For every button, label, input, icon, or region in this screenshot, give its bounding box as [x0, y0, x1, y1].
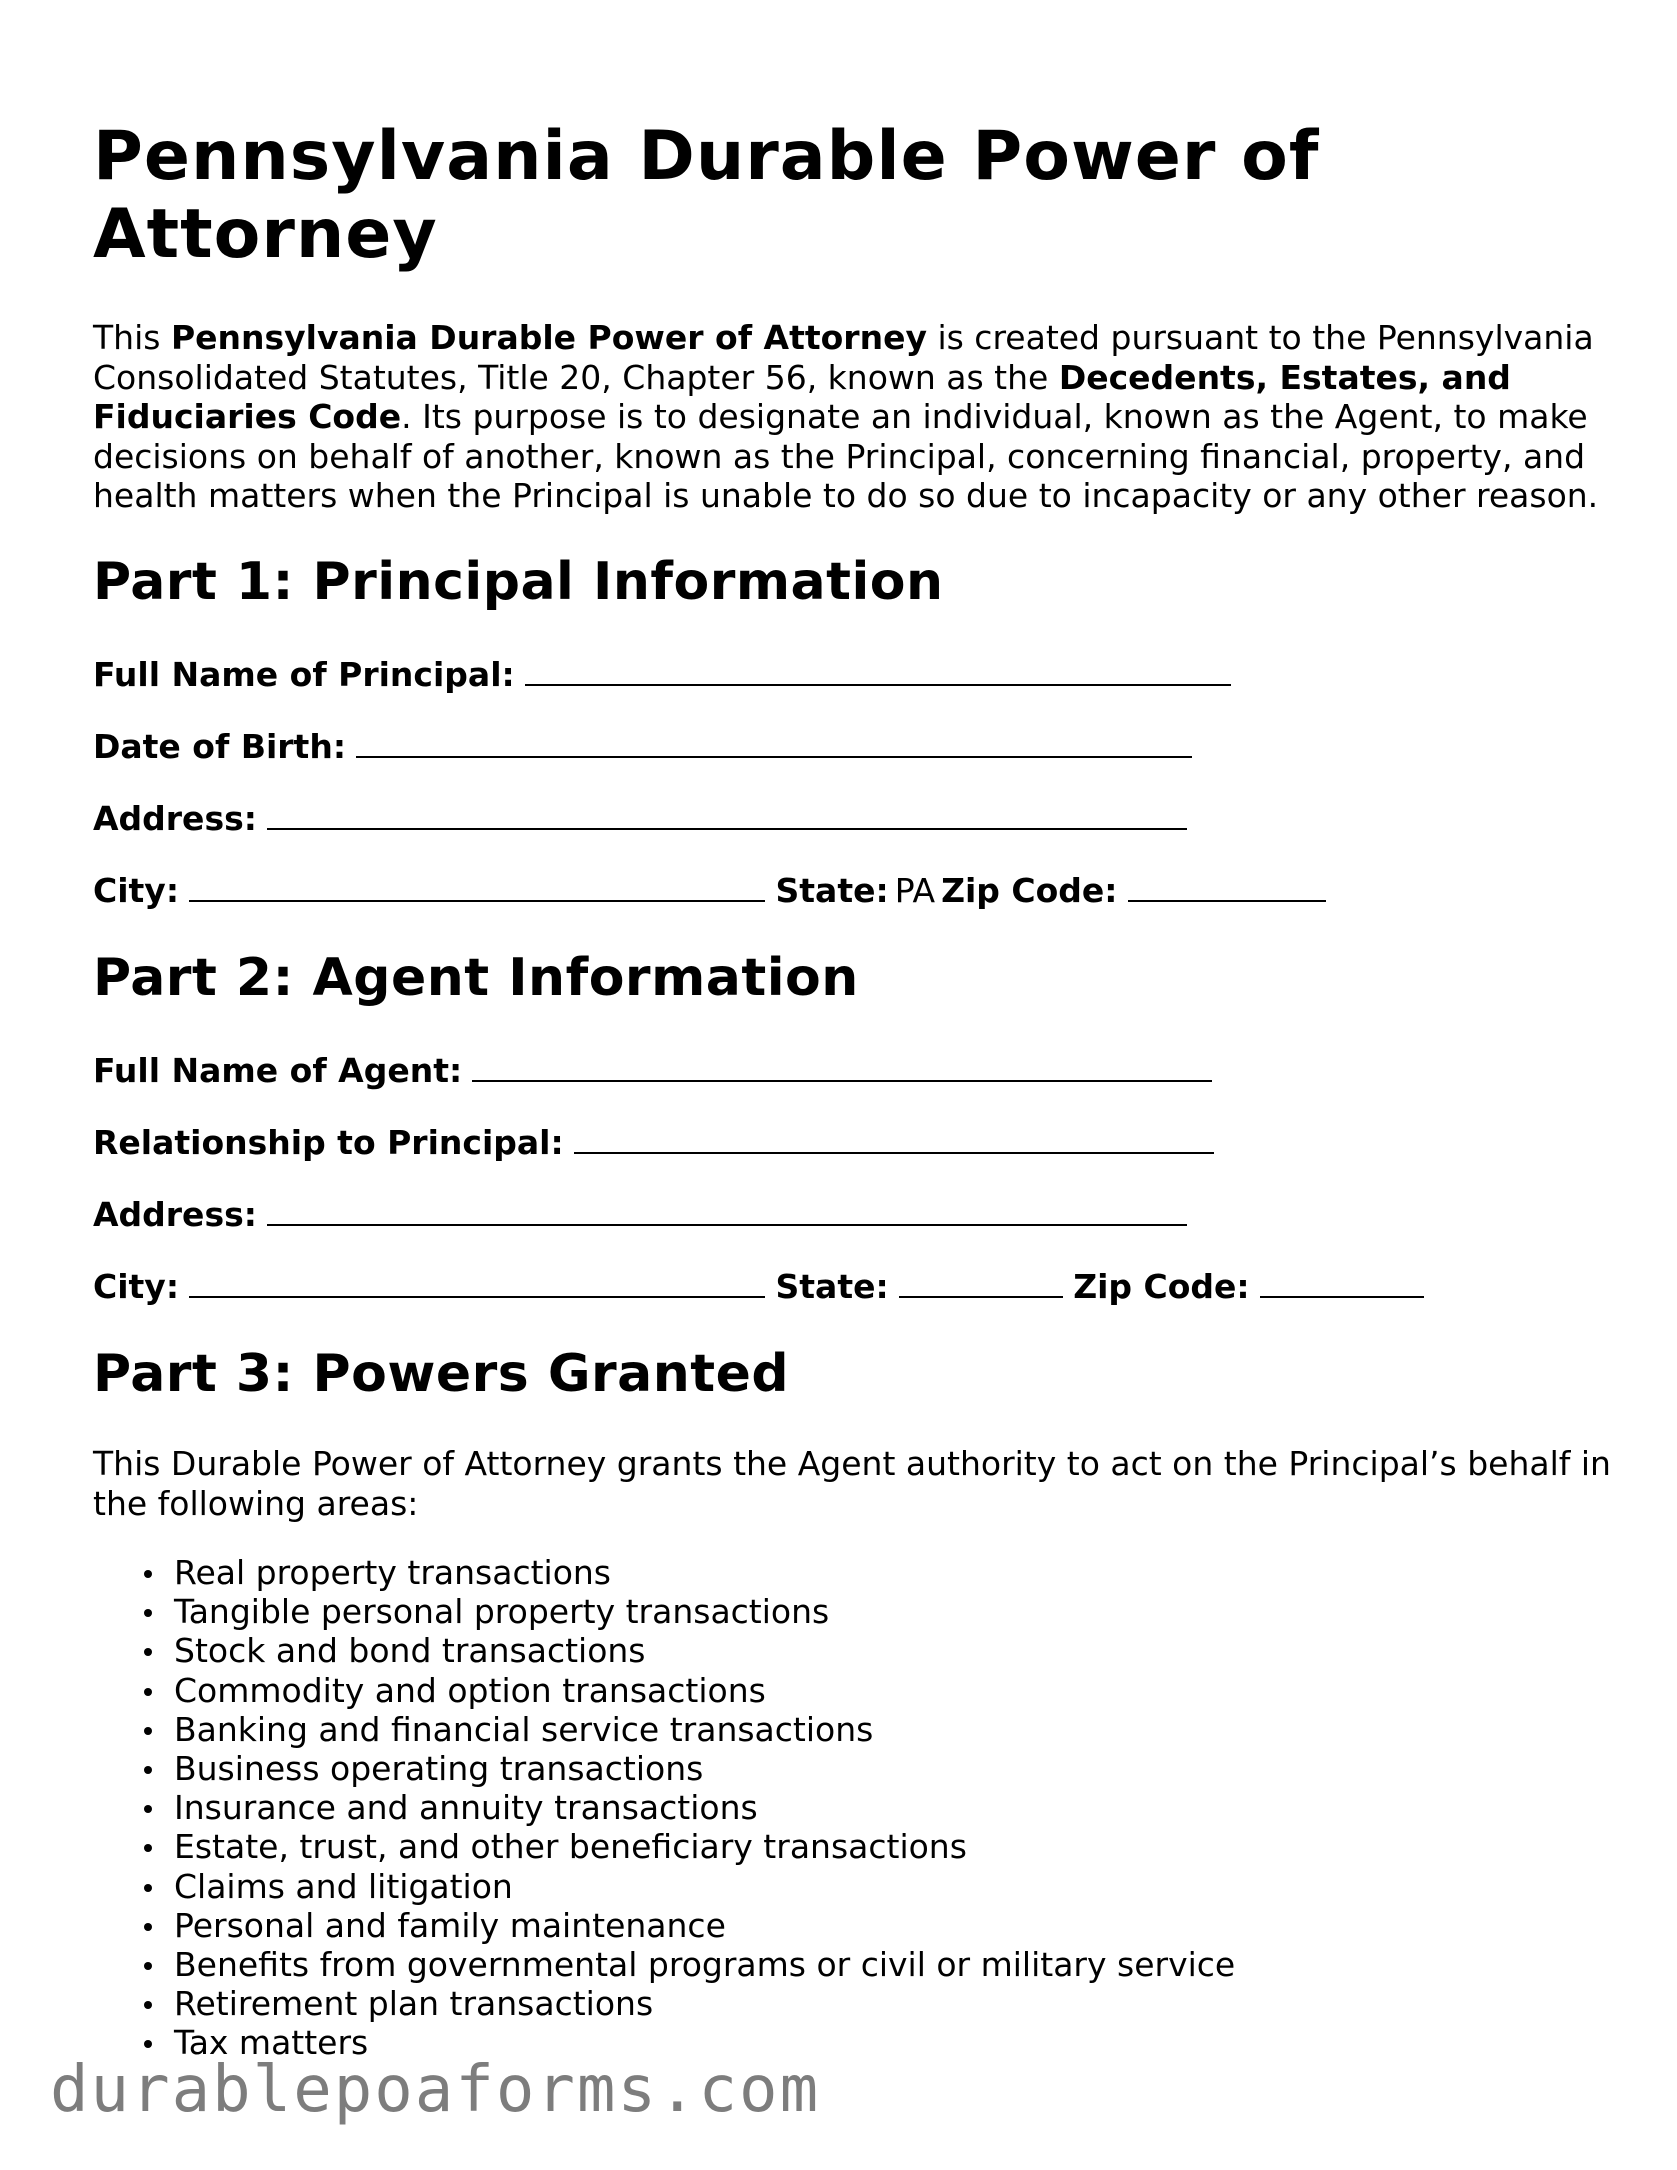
- agent-city-state-zip-field: [93, 1266, 1424, 1307]
- powers-list: [93, 1553, 1235, 2063]
- list-item: Tax matters: [174, 2023, 1235, 2062]
- list-item: Personal and family maintenance: [174, 1906, 1235, 1945]
- list-item: Tangible personal property transactions: [174, 1592, 1235, 1631]
- agent-city-input-line[interactable]: [189, 1266, 765, 1298]
- principal-address-input-line[interactable]: [267, 798, 1187, 830]
- agent-address-label: Address:: [93, 1195, 257, 1234]
- list-item: Real property transactions: [174, 1553, 1235, 1592]
- agent-zip-input-line[interactable]: [1260, 1266, 1424, 1298]
- principal-dob-label: Date of Birth:: [93, 727, 347, 766]
- principal-zip-input-line[interactable]: [1128, 870, 1326, 902]
- agent-name-field: [93, 1050, 1212, 1091]
- principal-state-label: State:: [775, 871, 889, 910]
- agent-relationship-field: [93, 1122, 1214, 1163]
- part2-heading: Part 2: Agent Information: [93, 948, 859, 1008]
- part1-heading: Part 1: Principal Information: [93, 552, 944, 612]
- intro-text: . Its purpose is to designate an individual, known as the Agent, to make decisions on behalf of another, known as the Principal, concerning financial, property, and health matters when the Principal is unable to do so due to incapacity or any other reason.: [93, 397, 1599, 515]
- agent-city-label: City:: [93, 1267, 180, 1306]
- part3-heading: Part 3: Powers Granted: [93, 1344, 790, 1404]
- agent-relationship-label: Relationship to Principal:: [93, 1123, 564, 1162]
- agent-address-input-line[interactable]: [267, 1194, 1187, 1226]
- principal-name-input-line[interactable]: [525, 654, 1231, 686]
- site-watermark: durablepoaforms.com: [50, 2053, 821, 2127]
- agent-state-label: State:: [775, 1267, 889, 1306]
- list-item: Retirement plan transactions: [174, 1984, 1235, 2023]
- agent-state-input-line[interactable]: [899, 1266, 1063, 1298]
- list-item: Claims and litigation: [174, 1867, 1235, 1906]
- agent-zip-label: Zip Code:: [1073, 1267, 1250, 1306]
- list-item: Insurance and annuity transactions: [174, 1788, 1235, 1827]
- principal-city-state-zip-field: [93, 870, 1326, 911]
- agent-name-input-line[interactable]: [472, 1050, 1212, 1082]
- list-item: Stock and bond transactions: [174, 1631, 1235, 1670]
- list-item: Benefits from governmental programs or civil or military service: [174, 1945, 1236, 1985]
- intro-bold-code: Decedents, Estates, and Fiduciaries Code: [93, 357, 1511, 436]
- principal-address-label: Address:: [93, 799, 257, 838]
- list-item: Commodity and option transactions: [174, 1671, 1235, 1710]
- agent-relationship-input-line[interactable]: [574, 1122, 1214, 1154]
- agent-address-field: [93, 1194, 1187, 1235]
- agent-name-label: Full Name of Agent:: [93, 1051, 463, 1090]
- intro-bold-title: Pennsylvania Durable Power of Attorney: [170, 318, 927, 357]
- principal-name-label: Full Name of Principal:: [93, 655, 515, 694]
- principal-name-field: [93, 654, 1231, 695]
- principal-city-input-line[interactable]: [189, 870, 765, 902]
- principal-state-value: PA: [894, 871, 936, 910]
- principal-address-field: [93, 798, 1187, 839]
- principal-dob-input-line[interactable]: [356, 726, 1192, 758]
- list-item: Business operating transactions: [174, 1749, 1235, 1788]
- intro-text: This: [93, 318, 171, 357]
- list-item: Banking and financial service transactions: [174, 1710, 1235, 1749]
- part3-intro: This Durable Power of Attorney grants the Agent authority to act on the Principal’s behalf in the following areas:: [93, 1444, 1611, 1523]
- intro-paragraph: [93, 318, 1613, 516]
- list-item: Estate, trust, and other beneficiary transactions: [174, 1827, 1235, 1866]
- principal-zip-label: Zip Code:: [941, 871, 1118, 910]
- intro-text: is created pursuant to the Pennsylvania Consolidated Statutes, Title 20, Chapter 56, known as the: [93, 318, 1594, 397]
- document-title: Pennsylvania Durable Power of Attorney: [93, 117, 1320, 274]
- principal-city-label: City:: [93, 871, 180, 910]
- principal-dob-field: [93, 726, 1192, 767]
